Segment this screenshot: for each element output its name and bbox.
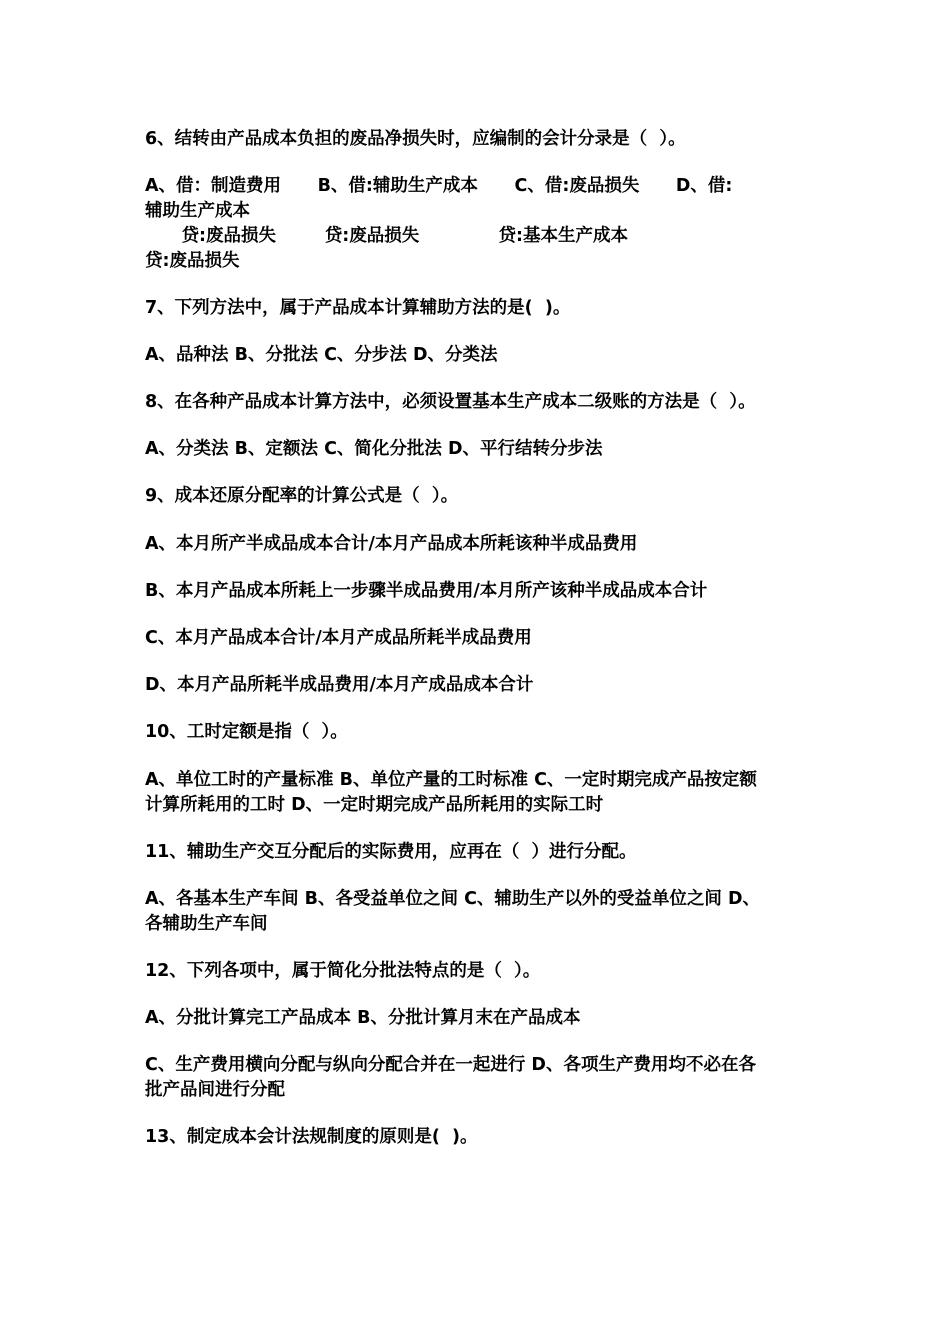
question-9-option-c: C、本月产品成本合计/本月产成品所耗半成品费用 bbox=[145, 628, 532, 648]
question-11-options: A、各基本生产车间 B、各受益单位之间 C、辅助生产以外的受益单位之间 D、 bbox=[145, 889, 761, 909]
question-12-options-cd: C、生产费用横向分配与纵向分配合并在一起进行 D、各项生产费用均不必在各 bbox=[145, 1055, 756, 1075]
question-6-options: A、借：制造费用 B、借:辅助生产成本 C、借:废品损失 D、借: bbox=[145, 176, 733, 196]
question-8-options: A、分类法 B、定额法 C、简化分批法 D、平行结转分步法 bbox=[145, 439, 603, 459]
question-11-options-cont: 各辅助生产车间 bbox=[145, 914, 268, 934]
question-7: 7、下列方法中，属于产品成本计算辅助方法的是( )。 bbox=[145, 298, 571, 318]
question-6-credit-line-cont: 贷:废品损失 bbox=[145, 251, 240, 271]
question-10-options-cont: 计算所耗用的工时 D、一定时期完成产品所耗用的实际工时 bbox=[145, 795, 604, 815]
question-11: 11、辅助生产交互分配后的实际费用，应再在（ ）进行分配。 bbox=[145, 842, 637, 862]
question-6: 6、结转由产品成本负担的废品净损失时，应编制的会计分录是（ ）。 bbox=[145, 129, 686, 149]
question-9-option-b: B、本月产品成本所耗上一步骤半成品费用/本月所产该种半成品成本合计 bbox=[145, 581, 708, 601]
question-9: 9、成本还原分配率的计算公式是（ ）。 bbox=[145, 486, 459, 506]
question-13: 13、制定成本会计法规制度的原则是( )。 bbox=[145, 1127, 478, 1147]
question-10-options: A、单位工时的产量标准 B、单位产量的工时标准 C、一定时期完成产品按定额 bbox=[145, 770, 757, 790]
question-6-credit-line: 贷:废品损失 贷:废品损失 贷:基本生产成本 bbox=[145, 226, 628, 246]
question-10: 10、工时定额是指（ ）。 bbox=[145, 722, 348, 742]
question-9-option-d: D、本月产品所耗半成品费用/本月产成品成本合计 bbox=[145, 675, 534, 695]
question-12-options-ab: A、分批计算完工产品成本 B、分批计算月末在产品成本 bbox=[145, 1008, 581, 1028]
question-6-options-cont: 辅助生产成本 bbox=[145, 201, 250, 221]
question-7-options: A、品种法 B、分批法 C、分步法 D、分类法 bbox=[145, 345, 498, 365]
question-12: 12、下列各项中，属于简化分批法特点的是（ ）。 bbox=[145, 961, 541, 981]
question-12-options-cd-cont: 批产品间进行分配 bbox=[145, 1080, 285, 1100]
question-9-option-a: A、本月所产半成品成本合计/本月产品成本所耗该种半成品费用 bbox=[145, 534, 638, 554]
question-8: 8、在各种产品成本计算方法中，必须设置基本生产成本二级账的方法是（ ）。 bbox=[145, 392, 756, 412]
